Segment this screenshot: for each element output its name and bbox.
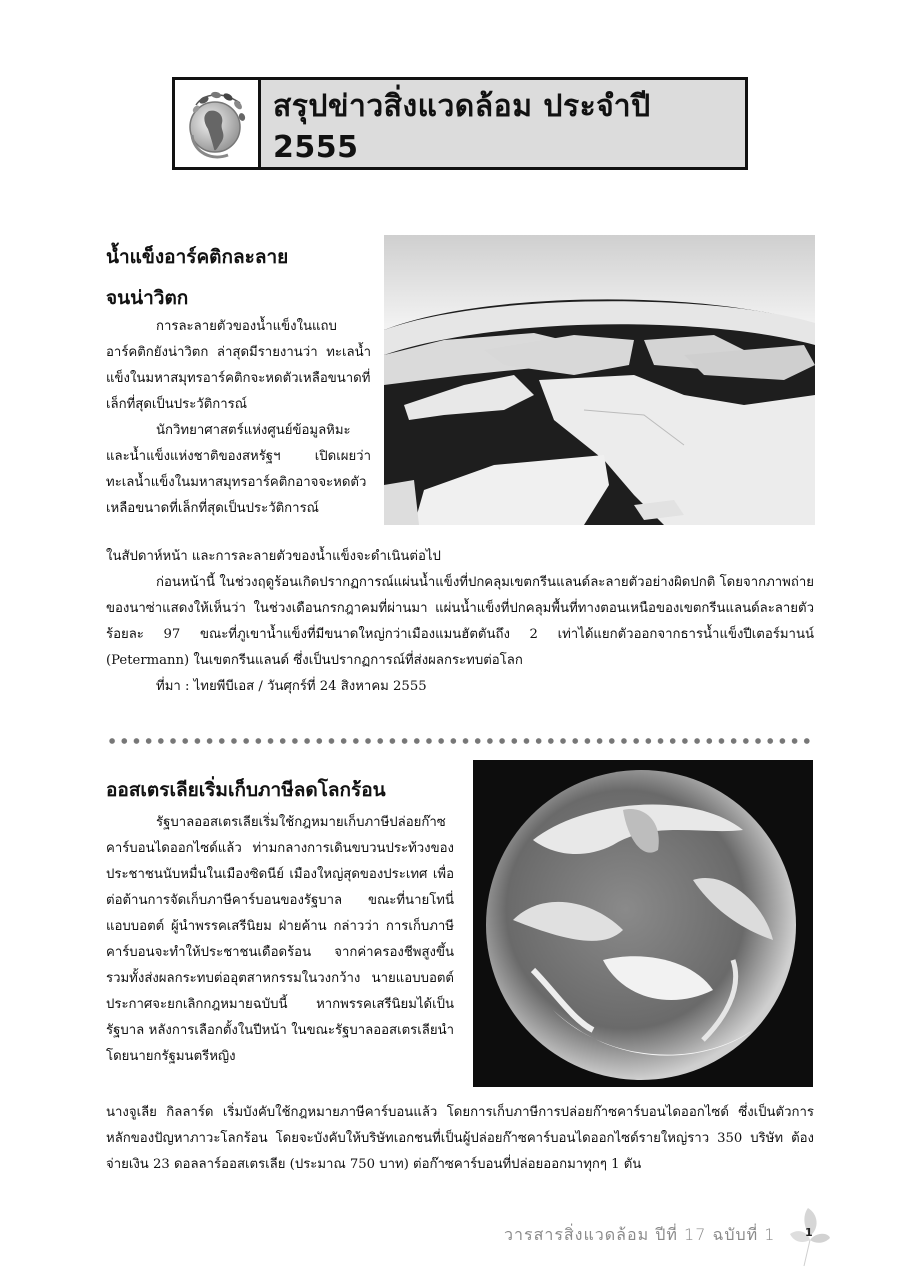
page-number: 1 [805,1226,813,1239]
article1-paragraph-3: ก่อนหน้านี้ ในช่วงฤดูร้อนเกิดปรากฏการณ์แผ่นน้ำแข็งที่ปกคลุมเขตกรีนแลนด์ละลายตัวอย่างผิดปกติ โดยจากภาพถ่ายของนาซ่าแสดงให้เห็นว่า ในช่วงเดือนกรกฎาคมที่ผ่านมา แผ่นน้ำแข็งที่ปกคลุมพื้นที่ทางตอนเหนือของเขตกรีนแลนด์ละลายตัวร้อยละ 97 ขณะที่ภูเขาน้ำแข็งที่มีขนาดใหญ่กว่าเมืองแมนฮัตตันถึง 2 เท่าได้แยกตัวออกจากธารน้ำแข็งปีเตอร์มานน์ (Petermann) ในเขตกรีนแลนด์ ซึ่งเป็นปรากฏการณ์ที่ส่งผลกระทบต่อโลก [106,575,814,668]
article1-headline-line2: จนน่าวิตก [106,287,189,309]
globe-with-leaves-icon [175,80,261,167]
article1-headline-line1: น้ำแข็งอาร์คติกละลาย [106,246,289,268]
header-banner [172,77,748,170]
page-title: สรุปข่าวสิ่งแวดล้อม ประจำปี 2555 [273,88,651,165]
journal-title-footer: วารสารสิ่งแวดล้อม ปีที่ 17 ฉบับที่ 1 [504,1225,776,1244]
article1-paragraph-2-continued: ในสัปดาห์หน้า และการละลายตัวของน้ำแข็งจะดำเนินต่อไป [106,549,441,564]
article1-paragraph-1: การละลายตัวของน้ำแข็งในแถบอาร์คติกยังน่าวิตก ล่าสุดมีรายงานว่า ทะเลน้ำแข็งในมหาสมุทรอาร์คติกจะหดตัวเหลือขนาดที่เล็กที่สุดเป็นประวัติการณ์ [106,319,371,412]
earth-globe-photo [473,760,813,1087]
article1-source: ที่มา : ไทยพีบีเอส / วันศุกร์ที่ 24 สิงหาคม 2555 [156,679,427,694]
article2-headline: ออสเตรเลียเริ่มเก็บภาษีลดโลกร้อน [106,779,386,801]
article2-paragraph-1-continued: นางจูเลีย กิลลาร์ด เริ่มบังคับใช้กฎหมายภาษีคาร์บอนแล้ว โดยการเก็บภาษีการปล่อยก๊าซคาร์บอนไดออกไซด์ ซึ่งเป็นตัวการหลักของปัญหาภาวะโลกร้อน โดยจะบังคับให้บริษัทเอกชนที่เป็นผู้ปล่อยก๊าซคาร์บอนไดออกไซด์รายใหญ่ราว 350 บริษัท ต้องจ่ายเงิน 23 ดอลลาร์ออสเตรเลีย (ประมาณ 750 บาท) ต่อก๊าซคาร์บอนที่ปล่อยออกมาทุกๆ 1 ตัน [106,1105,814,1172]
article2-paragraph-1: รัฐบาลออสเตรเลียเริ่มใช้กฎหมายเก็บภาษีปล่อยก๊าซคาร์บอนไดออกไซด์แล้ว ท่ามกลางการเดินขบวนประท้วงของประชาชนนับหมื่นในเมืองซิดนีย์ เมืองใหญ่สุดของประเทศ เพื่อต่อต้านการจัดเก็บภาษีคาร์บอนของรัฐบาล ขณะที่นายโทนี่ แอบบอตต์ ผู้นำพรรคเสรีนิยม ฝ่ายค้าน กล่าวว่า การเก็บภาษีคาร์บอนจะทำให้ประชาชนเดือดร้อน จากค่าครองชีพสูงขึ้น รวมทั้งส่งผลกระทบต่ออุตสาหกรรมในวงกว้าง นายแอบบอตต์ประกาศจะยกเลิกกฎหมายฉบับนี้ หากพรรคเสรีนิยมได้เป็นรัฐบาล หลังการเลือกตั้งในปีหน้า ในขณะรัฐบาลออสเตรเลียนำโดยนายกรัฐมนตรีหญิง [106,815,454,1064]
arctic-sea-ice-photo [384,235,815,525]
dotted-divider [106,738,814,744]
article1-paragraph-2: นักวิทยาศาสตร์แห่งศูนย์ข้อมูลหิมะและน้ำแข็งแห่งชาติของสหรัฐฯ เปิดเผยว่า ทะเลน้ำแข็งในมหาสมุทรอาร์คติกอาจจะหดตัวเหลือขนาดที่เล็กที่สุดเป็นประวัติการณ์ [106,423,371,516]
